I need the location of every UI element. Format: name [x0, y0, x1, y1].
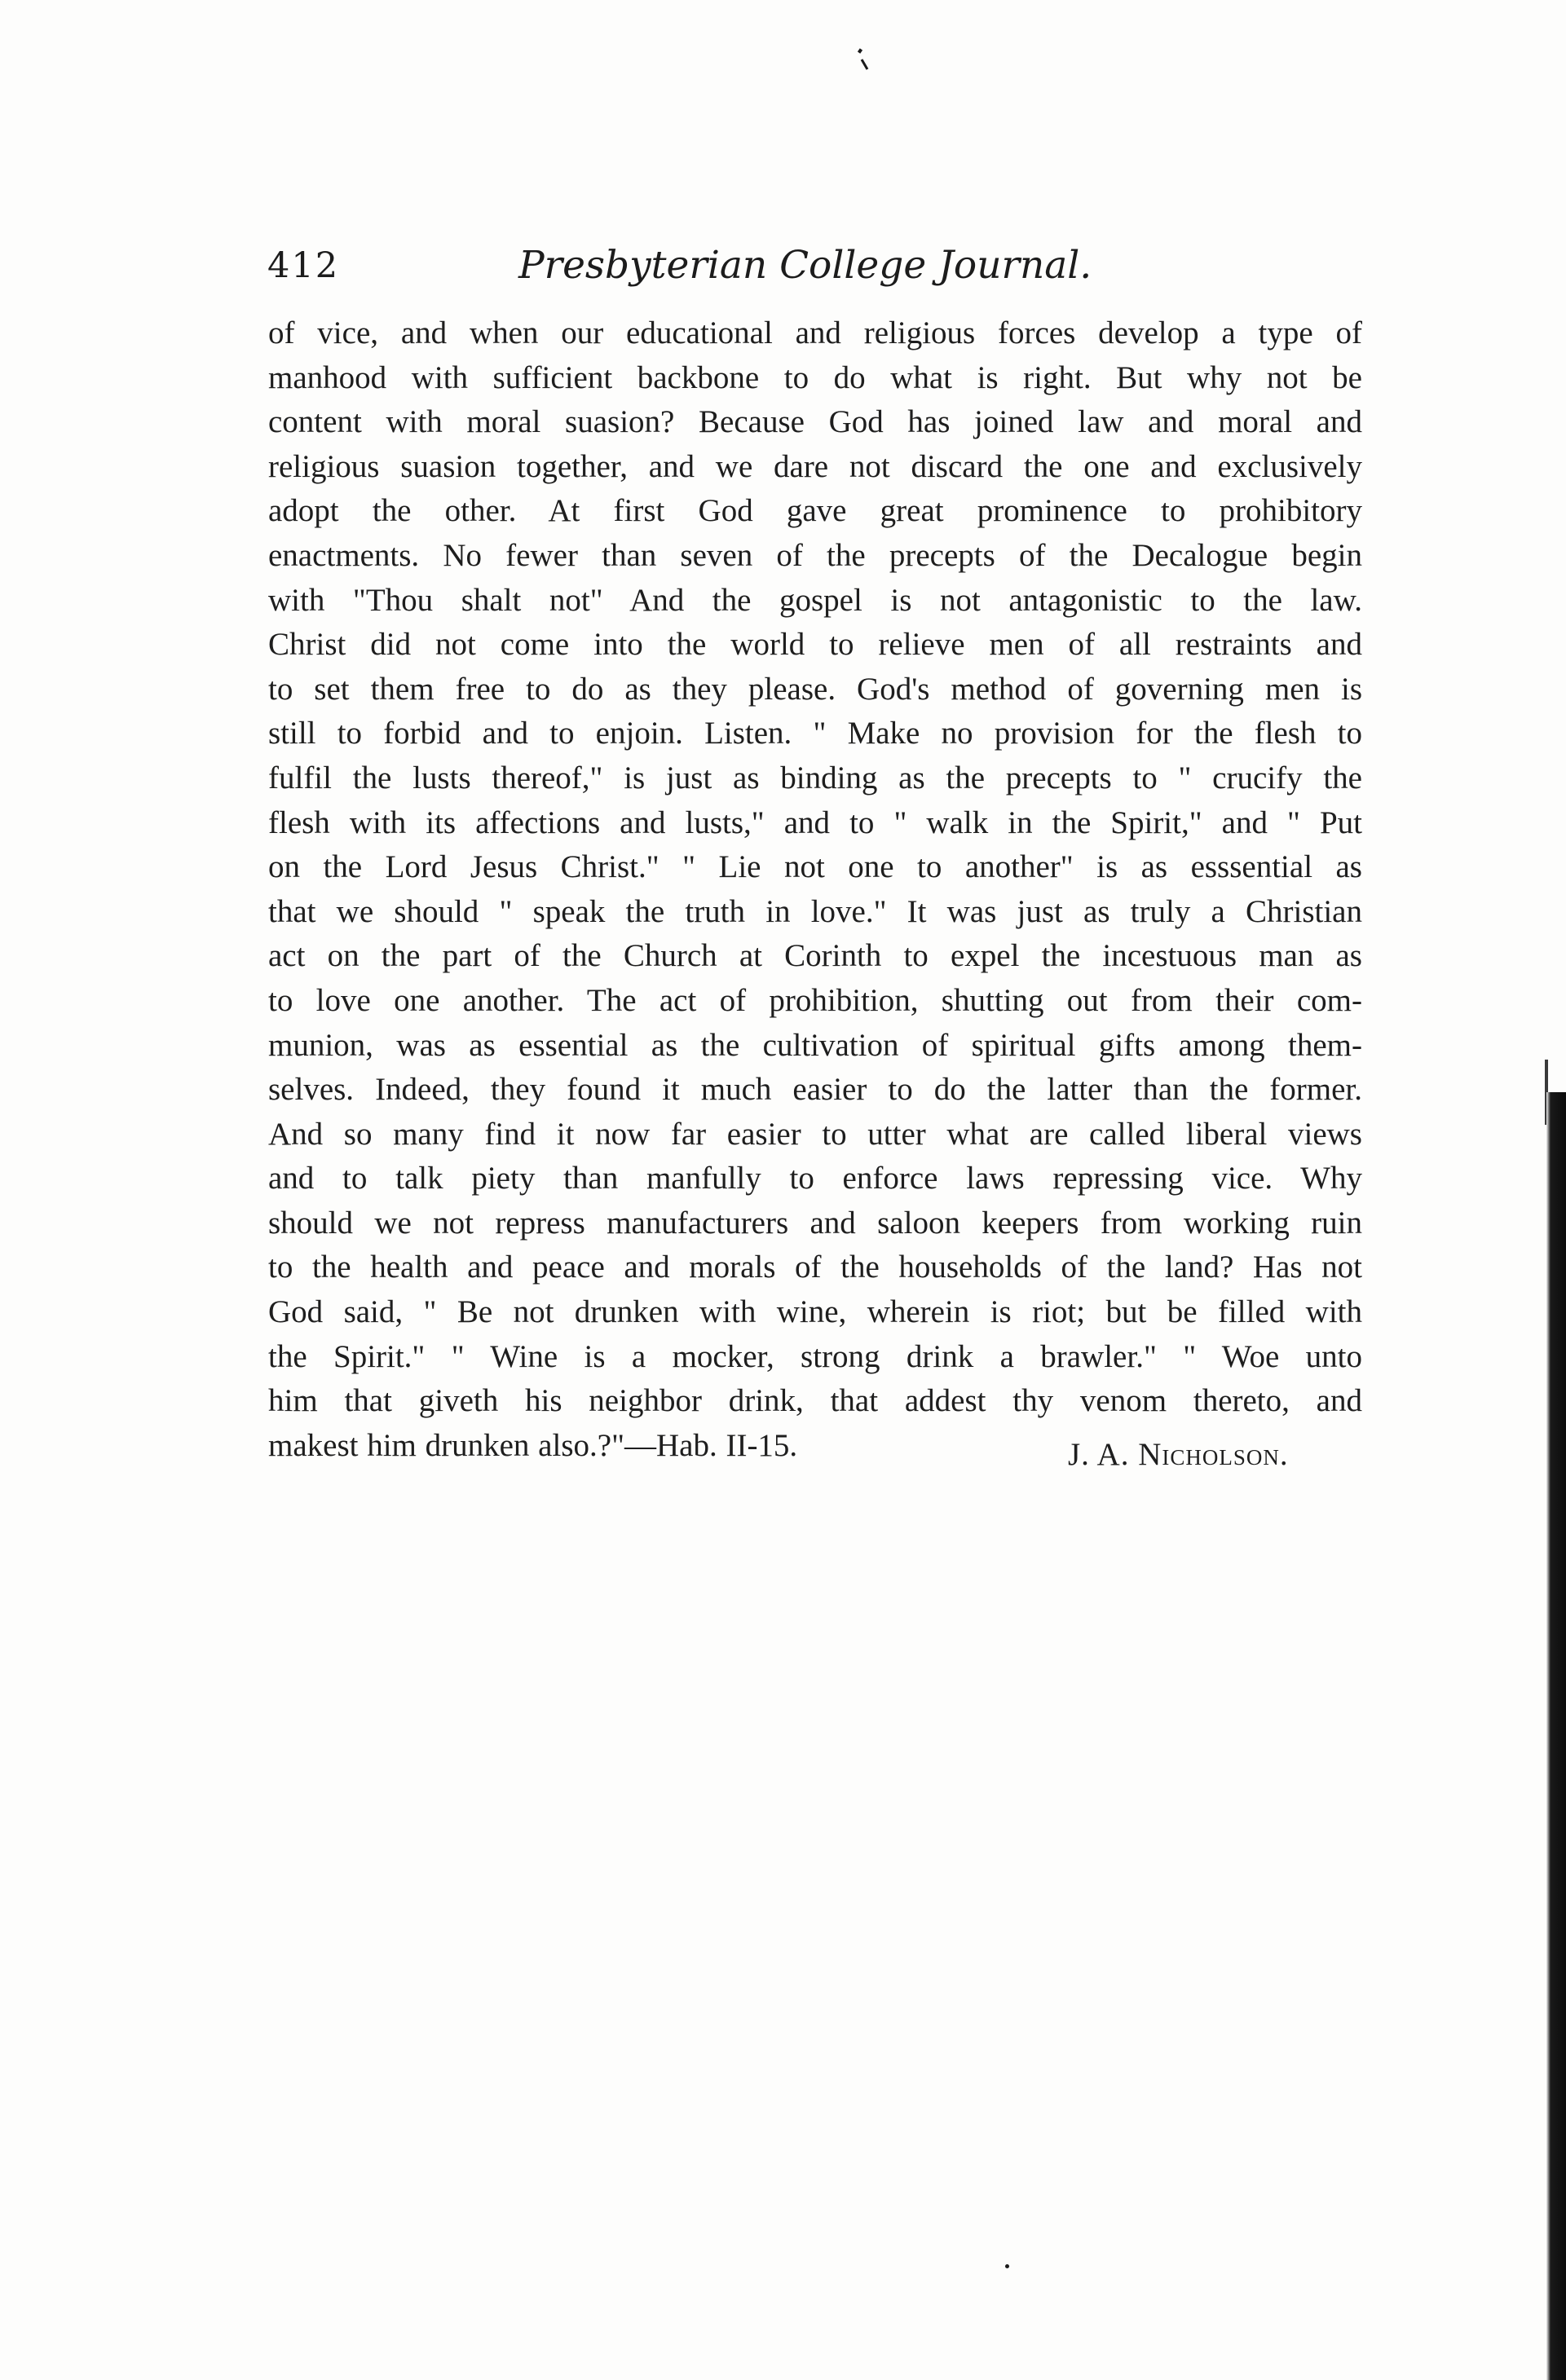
scan-edge-shadow — [1546, 1092, 1566, 2380]
body-line: still to forbid and to enjoin. Listen. " Make no provision for the flesh to — [268, 716, 1362, 751]
body-line: enactments. No fewer than seven of the precepts of the Decalogue begin — [268, 537, 1362, 573]
body-line: the Spirit." " Wine is a mocker, strong drink a brawler." " Woe unto — [268, 1338, 1362, 1374]
body-line: religious suasion together, and we dare not discard the one and exclusively — [268, 448, 1362, 484]
body-line: that we should " speak the truth in love." It was just as truly a Christian — [268, 893, 1362, 929]
body-line: fulfil the lusts thereof," is just as binding as the precepts to " crucify the — [268, 760, 1362, 796]
body-line: should we not repress manufacturers and saloon keepers from working ruin — [268, 1205, 1362, 1241]
body-line: munion, was as essential as the cultivation of spiritual gifts among them- — [268, 1027, 1362, 1063]
article-body — [268, 311, 1362, 1468]
body-line: of vice, and when our educational and religious forces develop a type of — [268, 315, 1362, 350]
body-line: to love one another. The act of prohibition, shutting out from their com- — [268, 982, 1362, 1018]
ink-speck — [858, 48, 862, 53]
body-line: God said, " Be not drunken with wine, wherein is riot; but be filled with — [268, 1294, 1362, 1330]
author-signature: J. A. Nicholson. — [1068, 1437, 1289, 1472]
body-line: to set them free to do as they please. God's method of governing men is — [268, 671, 1362, 707]
body-line: him that giveth his neighbor drink, that addest thy venom thereto, and — [268, 1383, 1362, 1419]
body-line: to the health and peace and morals of the households of the land? Has not — [268, 1250, 1362, 1285]
body-line: on the Lord Jesus Christ." " Lie not one to another" is as esssential as — [268, 849, 1362, 885]
page-number: 412 — [267, 245, 340, 286]
body-line: and to talk piety than manfully to enforce laws repressing vice. Why — [268, 1161, 1362, 1197]
page-header — [267, 243, 1343, 292]
body-line: manhood with sufficient backbone to do what is right. But why not be — [268, 359, 1362, 395]
body-line: Christ did not come into the world to relieve men of all restraints and — [268, 627, 1362, 663]
body-line: act on the part of the Church at Corinth to expel the incestuous man as — [268, 938, 1362, 974]
body-line: content with moral suasion? Because God has joined law and moral and — [268, 404, 1362, 440]
ink-speck — [1005, 2264, 1009, 2268]
body-line: adopt the other. At first God gave great prominence to prohibitory — [268, 493, 1362, 529]
body-line: And so many find it now far easier to utter what are called liberal views — [268, 1116, 1362, 1152]
running-title: Presbyterian College Journal. — [518, 243, 1092, 288]
ink-speck — [861, 59, 869, 70]
body-line: selves. Indeed, they found it much easier to do the latter than the former. — [268, 1072, 1362, 1108]
body-line: makest him drunken also.?"—Hab. II-15. — [268, 1427, 798, 1463]
body-line: flesh with its affections and lusts," and to " walk in the Spirit," and " Put — [268, 804, 1362, 840]
body-line: with "Thou shalt not" And the gospel is not antagonistic to the law. — [268, 582, 1362, 618]
